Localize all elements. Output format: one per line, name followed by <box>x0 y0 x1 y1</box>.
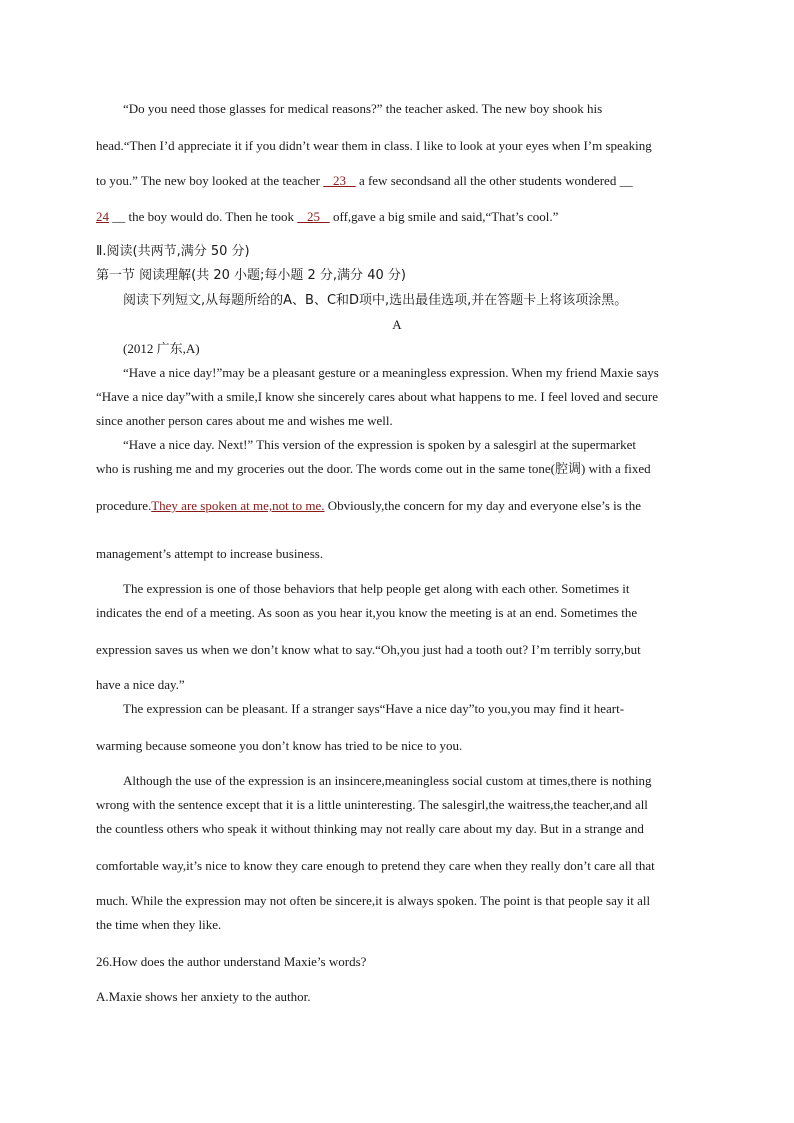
paragraph-3-line-3: expression saves us when we don’t know what to say.“Oh,you just had a tooth out? I’m terribly sorry,but <box>96 642 641 657</box>
paragraph-1-line-3: since another person cares about me and wishes me well. <box>96 413 393 428</box>
blank-25: 25 <box>297 209 330 224</box>
paragraph-text: Obviously,the concern for my day and everyone else’s is the <box>324 498 641 513</box>
paragraph-2-line-3 <box>96 498 641 514</box>
paragraph-3-line-1: The expression is one of those behaviors that help people get along with each other. Sometimes it <box>123 581 630 596</box>
paragraph-5-line-2: wrong with the sentence except that it is a little uninteresting. The salesgirl,the waitress,the teacher,and all <box>96 797 648 812</box>
paragraph-2-line-1: “Have a nice day. Next!” This version of the expression is spoken by a salesgirl at the supermarket <box>123 437 636 452</box>
paragraph-3-line-4: have a nice day.” <box>96 677 185 692</box>
passage-source: (2012 广东,A) <box>123 341 200 356</box>
paragraph-5-line-1: Although the use of the expression is an insincere,meaningless social custom at times,there is nothing <box>123 773 652 788</box>
cloze-line-4 <box>96 209 558 225</box>
paragraph-5-line-3: the countless others who speak it without thinking may not really care about my day. But in a strange and <box>96 821 644 836</box>
cloze-line-1: “Do you need those glasses for medical reasons?” the teacher asked. The new boy shook his <box>123 101 603 116</box>
blank-24: 24 <box>96 209 109 224</box>
paragraph-4-line-2: warming because someone you don’t know has tried to be nice to you. <box>96 738 463 753</box>
paragraph-5-line-6: the time when they like. <box>96 917 222 932</box>
paragraph-2-line-2: who is rushing me and my groceries out the door. The words come out in the same tone(腔调) with a fixed <box>96 461 651 476</box>
paragraph-3-line-2: indicates the end of a meeting. As soon as you hear it,you know the meeting is at an end. Sometimes the <box>96 605 638 620</box>
cloze-text: to you.” The new boy looked at the teacher <box>96 173 320 188</box>
paragraph-5-line-5: much. While the expression may not often be sincere,it is always spoken. The point is that people say it all <box>96 893 651 908</box>
blank-23: 23 <box>323 173 356 188</box>
paragraph-4-line-1: The expression can be pleasant. If a stranger says“Have a nice day”to you,you may find it heart- <box>123 701 625 716</box>
instructions: 阅读下列短文,从每题所给的A、B、C和D项中,选出最佳选项,并在答题卡上将该项涂黑。 <box>123 293 628 308</box>
cloze-text: __ the boy would do. Then he took <box>112 209 298 224</box>
section-heading: Ⅱ.阅读(共两节,满分 50 分) <box>96 244 250 259</box>
paragraph-5-line-4: comfortable way,it’s nice to know they care enough to pretend they care when they really don’t care all that <box>96 858 655 873</box>
cloze-text: a few secondsand all the other students wondered <box>358 173 620 188</box>
paragraph-text: procedure. <box>96 498 152 513</box>
sub-heading: 第一节 阅读理解(共 20 小题;每小题 2 分,满分 40 分) <box>96 268 406 283</box>
option-a: A.Maxie shows her anxiety to the author. <box>96 989 311 1004</box>
question-26: 26.How does the author understand Maxie’s words? <box>96 954 367 969</box>
paragraph-1-line-2: “Have a nice day”with a smile,I know she sincerely cares about what happens to me. I feel loved and secure <box>96 389 659 404</box>
cloze-line-2: head.“Then I’d appreciate it if you didn’t wear them in class. I like to look at your eyes when I’m speaking <box>96 138 652 153</box>
passage-letter: A <box>392 317 402 332</box>
highlighted-sentence: They are spoken at me,not to me. <box>151 498 325 513</box>
cloze-text: off,gave a big smile and said,“That’s cool.” <box>333 209 559 224</box>
blank-underline: __ <box>619 173 633 188</box>
paragraph-1-line-1: “Have a nice day!”may be a pleasant gesture or a meaningless expression. When my friend Maxie says <box>123 365 659 380</box>
cloze-line-3 <box>96 173 633 189</box>
paragraph-2-line-4: management’s attempt to increase business. <box>96 546 324 561</box>
